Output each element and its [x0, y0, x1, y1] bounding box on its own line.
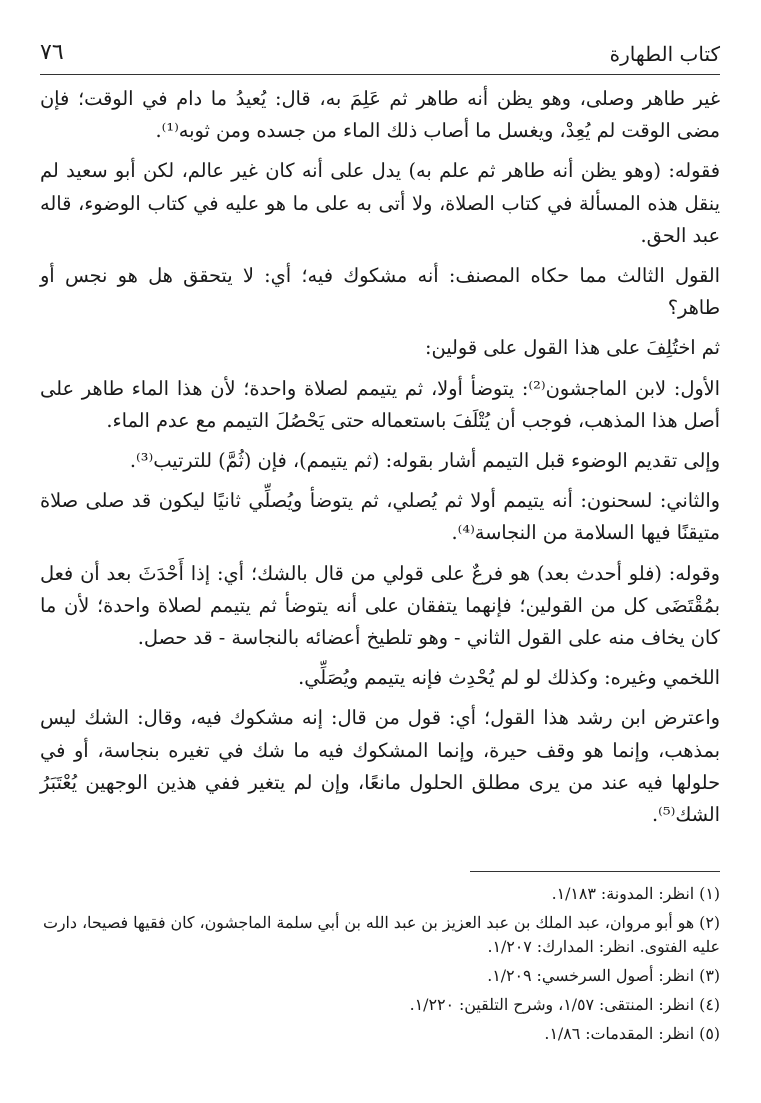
body-text [40, 83, 720, 839]
paragraph: فقوله: (وهو يظن أنه طاهر ثم علم به) يدل على أنه كان غير عالم، لكن أبو سعيد لم ينقل هذه المسألة في كتاب الصلاة، ولا أتى به على ما هو عليه في كتاب الوضوء، قاله عبد الحق. [40, 159, 720, 247]
page-number: ٧٦ [40, 40, 64, 65]
paragraph: غير طاهر وصلى، وهو يظن أنه طاهر ثم عَلِمَ به، قال: يُعيدُ ما دام في الوقت؛ فإن مضى الوقت لم يُعِدْ، ويغسل ما أصاب ذلك الماء من جسده ومن ثوبه⁽¹⁾. [40, 87, 720, 143]
chapter-title: كتاب الطهارة [609, 42, 720, 66]
paragraph: وإلى تقديم الوضوء قبل التيمم أشار بقوله: (ثم يتيمم)، فإن (ثُمَّ) للترتيب⁽³⁾. [129, 449, 720, 473]
header-divider [40, 74, 720, 75]
paragraph: الأول: لابن الماجشون⁽²⁾: يتوضأ أولا، ثم يتيمم لصلاة واحدة؛ لأن هذا الماء طاهر على أصل هذا المذهب، فوجب أن يُتْلَفَ باستعماله حتى يَحْصُلَ التيمم مع عدم الماء. [40, 376, 721, 432]
footnote-divider [470, 871, 720, 872]
footnotes [40, 882, 720, 1051]
paragraph: وقوله: (فلو أحدث بعد) هو فرعٌ على قولي من قال بالشك؛ أي: إذا أَحْدَثَ بعد أن فعل بمُقْتَضَى كل من القولين؛ فإنهما يتفقان على أنه يتوضأ ثم يتيمم لصلاة واحدة؛ لأن ما كان يخاف منه على القول الثاني - وهو تلطيخ أعضائه بالنجاسة - قد حصل. [40, 561, 720, 650]
paragraph: اللخمي وغيره: وكذلك لو لم يُحْدِث فإنه يتيمم ويُصَلِّي. [298, 666, 720, 690]
footnote: (٣) انظر: أصول السرخسي: ١/٢٠٩. [487, 966, 720, 985]
paragraph: ثم اختُلِفَ على هذا القول على قولين: [425, 336, 720, 360]
page-header [40, 40, 720, 70]
paragraph: والثاني: لسحنون: أنه يتيمم أولا ثم يُصلي، ثم يتوضأ ويُصلِّي ثانيًا ليكون قد صلى صلاة متيقنًا فيها السلامة من النجاسة⁽⁴⁾. [40, 489, 720, 545]
paragraph: القول الثالث مما حكاه المصنف: أنه مشكوك فيه؛ أي: لا يتحقق هل هو نجس أو طاهر؟ [40, 264, 720, 320]
footnote: (٢) هو أبو مروان، عبد الملك بن عبد العزيز بن عبد الله بن أبي سلمة الماجشون، كان فقيها فصيحا، دارت عليه الفتوى. انظر: المدارك: ١/٢٠٧. [43, 913, 720, 956]
footnote: (٤) انظر: المنتقى: ١/٥٧، وشرح التلقين: ١/٢٢٠. [409, 995, 720, 1014]
footnote: (٥) انظر: المقدمات: ١/٨٦. [544, 1024, 720, 1043]
paragraph: واعترض ابن رشد هذا القول؛ أي: قول من قال: إنه مشكوك فيه، وقال: الشك ليس بمذهب، وإنما هو وقف حيرة، وإنما المشكوك فيه ما شك في تغيره بنجاسة، أو في حلولها فيه عند من يرى مطلق الحلول مانعًا، وإن لم يتغير ففي هذين الوجهين يُعْتَبَرُ الشك⁽⁵⁾. [40, 706, 720, 827]
footnote: (١) انظر: المدونة: ١/١٨٣. [551, 884, 720, 903]
